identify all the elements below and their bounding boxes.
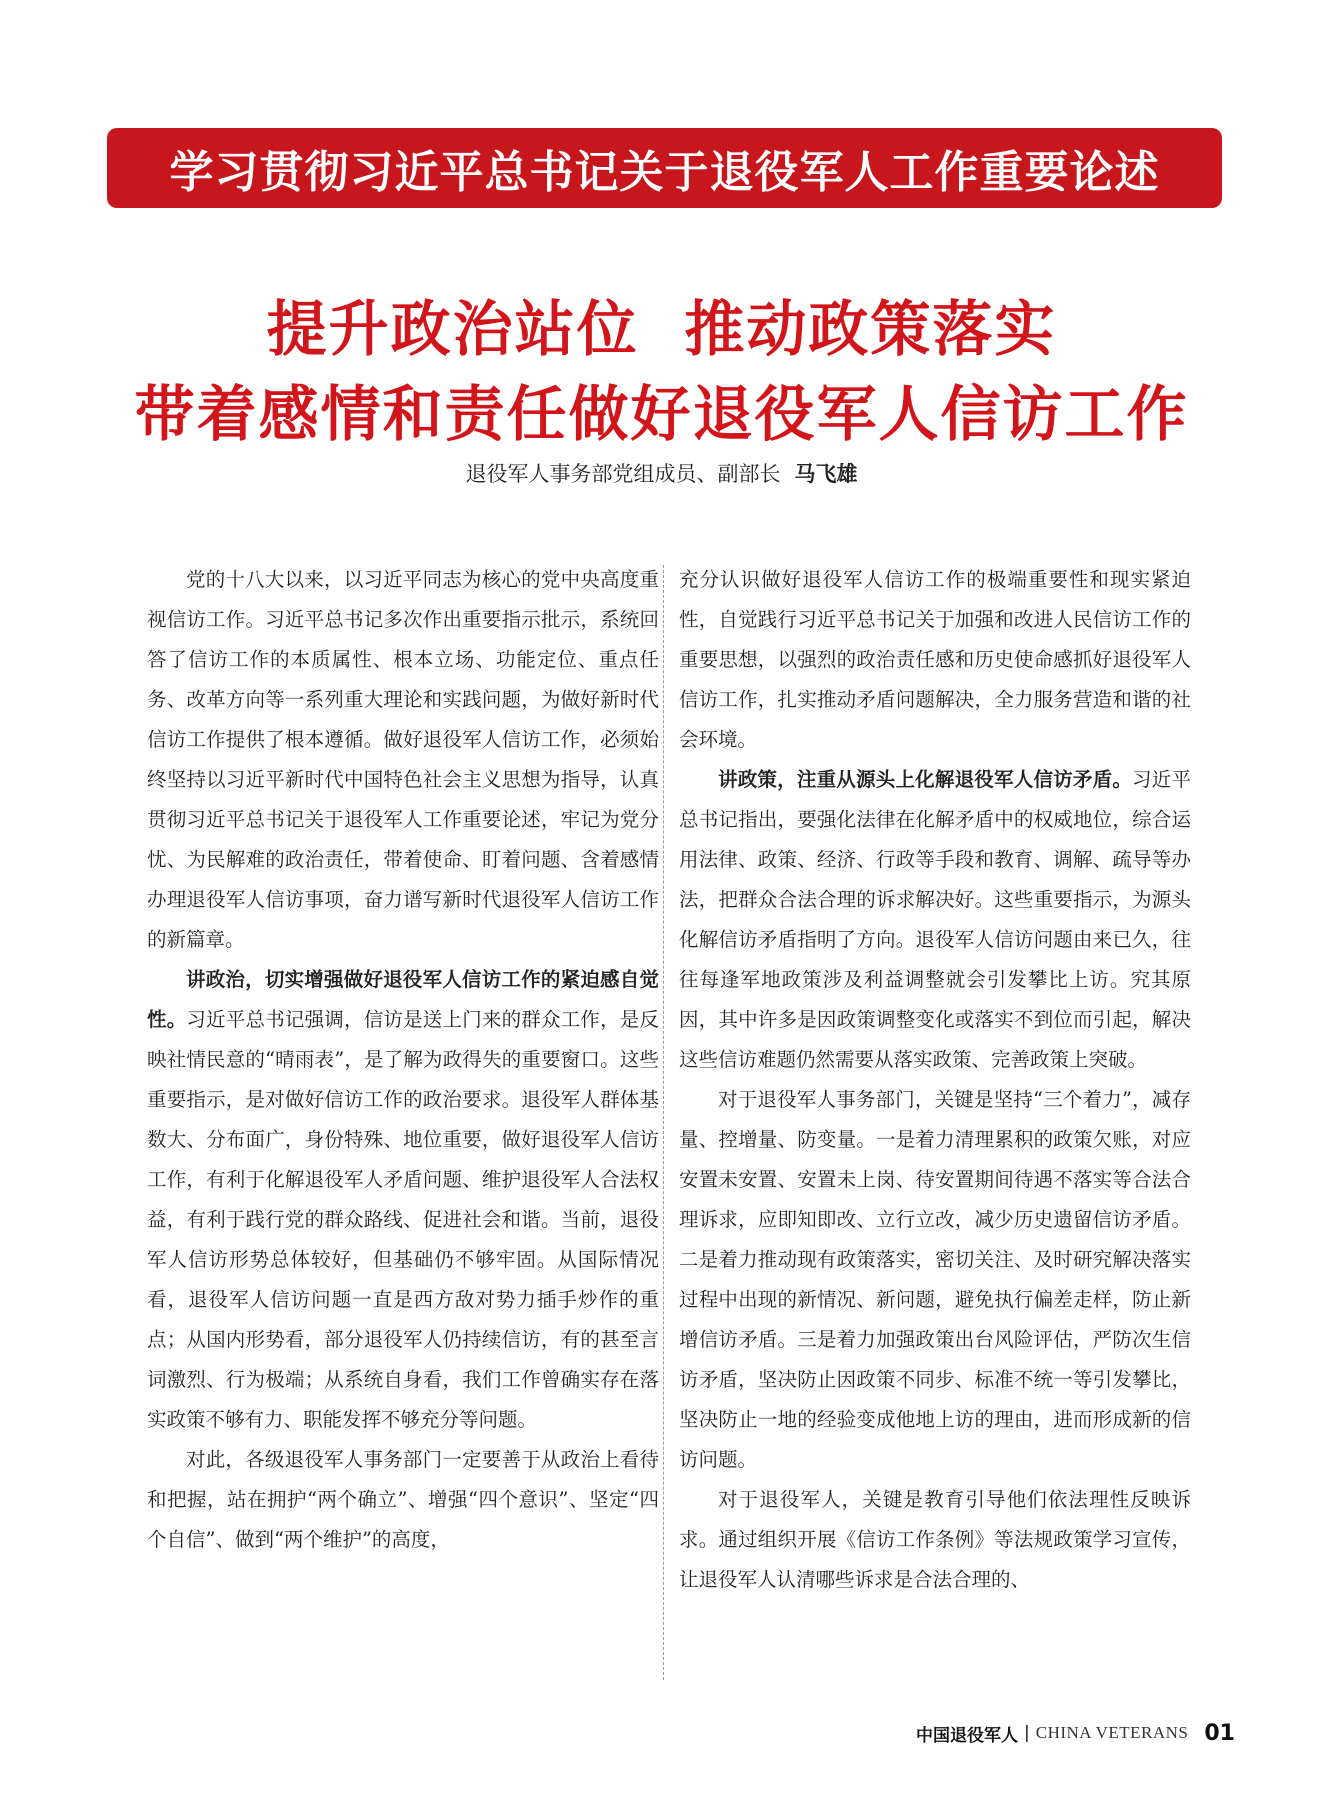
author-name: 马飞雄 <box>794 462 858 486</box>
paragraph: 对于退役军人事务部门，关键是坚持“三个着力”，减存量、控增量、防变量。一是着力清理累积的政策欠账，对应安置未安置、安置未上岗、待安置期间待遇不落实等合法合理诉求，应即知即改、立行立改，减少历史遗留信访矛盾。二是着力推动现有政策落实，密切关注、及时研究解决落实过程中出现的新情况、新问题，避免执行偏差走样，防止新增信访矛盾。三是着力加强政策出台风险评估，严防次生信访矛盾，坚决防止因政策不同步、标准不统一等引发攀比，坚决防止一地的经验变成他地上访的理由，进而形成新的信访问题。 <box>679 1088 1191 1471</box>
paragraph: 对此，各级退役军人事务部门一定要善于从政治上看待和把握，站在拥护“两个确立”、增强“四个意识”、坚定“四个自信”、做到“两个维护”的高度， <box>147 1448 659 1551</box>
footer-magazine-name: 中国退役军人 <box>916 1725 1019 1746</box>
author-role: 退役军人事务部党组成员、副部长 <box>465 462 781 486</box>
article-title-line-2: 带着感情和责任做好退役军人信访工作 <box>134 380 1189 450</box>
page-number: 01 <box>1204 1720 1235 1746</box>
paragraph <box>679 760 1191 1080</box>
paragraph: 充分认识做好退役军人信访工作的极端重要性和现实紧迫性，自觉践行习近平总书记关于加强和改进人民信访工作的重要思想，以强烈的政治责任感和历史使命感抓好退役军人信访工作，扎实推动矛盾问题解决，全力服务营造和谐的社会环境。 <box>679 568 1191 751</box>
paragraph: 党的十八大以来，以习近平同志为核心的党中央高度重视信访工作。习近平总书记多次作出重要指示批示，系统回答了信访工作的本质属性、根本立场、功能定位、重点任务、改革方向等一系列重大理论和实践问题，为做好新时代信访工作提供了根本遵循。做好退役军人信访工作，必须始终坚持以习近平新时代中国特色社会主义思想为指导，认真贯彻习近平总书记关于退役军人工作重要论述，牢记为党分忧、为民解难的政治责任，带着使命、盯着问题、含着感情办理退役军人信访事项，奋力谱写新时代退役军人信访工作的新篇章。 <box>147 568 659 951</box>
author-byline <box>0 458 1323 488</box>
section-banner-text: 学习贯彻习近平总书记关于退役军人工作重要论述 <box>169 147 1160 198</box>
paragraph-body: 习近平总书记指出，要强化法律在化解矛盾中的权威地位，综合运用法律、政策、经济、行政等手段和教育、调解、疏导等办法，把群众合法合理的诉求解决好。这些重要指示，为源头化解信访矛盾指明了方向。退役军人信访问题由来已久，往往每逢军地政策涉及利益调整就会引发攀比上访。究其原因，其中许多是因政策调整变化或落实不到位而引起，解决这些信访难题仍然需要从落实政策、完善政策上突破。 <box>679 768 1191 1071</box>
section-banner <box>107 128 1222 208</box>
left-column <box>147 560 659 1560</box>
paragraph <box>147 960 659 1440</box>
paragraph-lead: 讲政治，切实增强做好退役军人信访工作的紧迫感自觉性。 <box>147 968 659 1031</box>
footer-separator: | <box>1024 1723 1030 1743</box>
paragraph-body: 习近平总书记强调，信访是送上门来的群众工作，是反映社情民意的“晴雨表”，是了解为政得失的重要窗口。这些重要指示，是对做好信访工作的政治要求。退役军人群体基数大、分布面广，身份特殊、地位重要，做好退役军人信访工作，有利于化解退役军人矛盾问题、维护退役军人合法权益，有利于践行党的群众路线、促进社会和谐。当前，退役军人信访形势总体较好，但基础仍不够牢固。从国际情况看，退役军人信访问题一直是西方敌对势力插手炒作的重点；从国内形势看，部分退役军人仍持续信访，有的甚至言词激烈、行为极端；从系统自身看，我们工作曾确实存在落实政策不够有力、职能发挥不够充分等问题。 <box>147 1008 659 1431</box>
page-footer <box>916 1718 1235 1748</box>
footer-magazine-english: CHINA VETERANS <box>1035 1723 1189 1742</box>
paragraph-lead: 讲政策，注重从源头上化解退役军人信访矛盾。 <box>718 768 1133 791</box>
column-divider <box>663 565 664 1680</box>
right-column <box>679 560 1191 1600</box>
paragraph: 对于退役军人，关键是教育引导他们依法理性反映诉求。通过组织开展《信访工作条例》等法规政策学习宣传，让退役军人认清哪些诉求是合法合理的、 <box>679 1488 1191 1591</box>
article-title-line-1: 提升政治站位 推动政策落实 <box>266 295 1057 365</box>
